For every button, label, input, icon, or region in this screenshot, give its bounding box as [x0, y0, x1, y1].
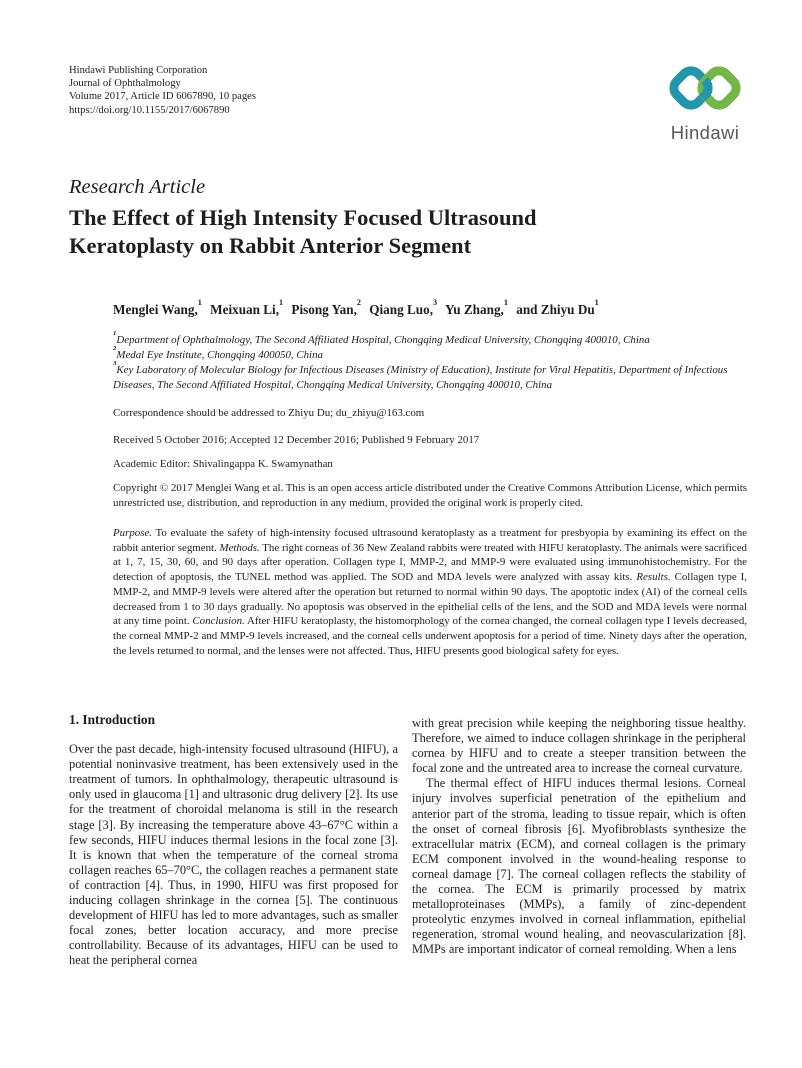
logo-wordmark: Hindawi	[670, 122, 740, 143]
intro-paragraph-1: Over the past decade, high-intensity focused ultrasound (HIFU), a potential noninvasive treatment, has been extensively used in the treatment of tumors. In ophthalmology, therapeutic ultrasound is only used in glaucoma [1] and ultrasonic drug delivery [2]. Its use for the treatment of choroidal melanoma is still in the research stage [3]. By increasing the temperature above 43–67°C within a few seconds, HIFU induces thermal lesions in the focal zone [3]. It is known that when the temperature of the corneal stroma collagen reaches 65–70°C, the collagen reaches a permanent state of contraction [4]. Thus, in 1990, HIFU was first proposed for inducing collagen shrinkage in the cornea [5]. The continuous development of HIFU has led to more advantages, such as smaller focal zones, better location accuracy, and more precise controllability. Because of its advantages, HIFU can be used to heat the peripheral cornea	[69, 742, 398, 968]
affiliations	[113, 330, 749, 393]
abstract-text: Collagen type I, MMP-2, and MMP-9 levels were altered after the operation but returned to normal within 90 days. The apoptotic index (AI) of the corneal cells decreased from 1 to 30 days gradually. No apoptosis was observed in the epithelial cells of the lens, and the SOD and MDA levels were normal at any time point.	[113, 571, 748, 628]
history-line: Received 5 October 2016; Accepted 12 December 2016; Published 9 February 2017	[113, 434, 480, 446]
volume-line: Volume 2017, Article ID 6067890, 10 pages	[69, 91, 256, 103]
hindawi-logo-icon	[663, 60, 747, 116]
doi-link: https://doi.org/10.1155/2017/6067890	[69, 104, 230, 116]
abstract-text: To evaluate the safety of high-intensity focused ultrasound keratoplasty as a treatment for presbyopia by examining its effect on the rabbit anterior segment.	[113, 527, 747, 554]
publisher-header	[69, 64, 256, 117]
editor-line: Academic Editor: Shivalingappa K. Swamynathan	[113, 458, 333, 470]
author: Meixuan Li,$^1$	[210, 297, 284, 317]
abstract-label: Results.	[636, 571, 671, 584]
author: Qiang Luo,$^3$	[369, 297, 438, 317]
copyright-notice: Copyright © 2017 Menglei Wang et al. This is an open access article distributed under the Creative Commons Attribution License, which permits unrestricted use, distribution, and reproduction in any medium, provided the original work is properly cited.	[113, 482, 747, 509]
intro-paragraph-2: The thermal effect of HIFU induces thermal lesions. Corneal injury involves superficial penetration of the epithelium and anterior part of the stroma, leading to tissue repair, which is often the onset of corneal fibrosis [6]. Myofibroblasts synthesize the extracellular matrix (ECM), and corneal collagen is the primary ECM component involved in the wound-healing response to corneal damage [7]. The corneal collagen reflects the stability of the cornea. The ECM is primarily processed by matrix metalloproteinases (MMPs), a family of zinc-dependent proteolytic enzymes involved in corneal inflammation, epithelial regeneration, stromal wound healing, and neovascularization [8]. MMPs are important indicator of corneal remolding. When a lens	[412, 776, 746, 957]
abstract-label: Methods.	[219, 541, 260, 554]
article-title: The Effect of High Intensity Focused Ultrasound Keratoplasty on Rabbit Anterior Segment	[69, 205, 537, 258]
correspondence-line: Correspondence should be addressed to Zhiyu Du; du_zhiyu@163.com	[113, 407, 425, 419]
body-column-right	[412, 716, 746, 958]
authors-line	[113, 297, 604, 318]
affiliation: $^1$Department of Ophthalmology, The Second Affiliated Hospital, Chongqing Medical University, Chongqing 400010, China	[113, 330, 650, 346]
hindawi-logo	[661, 60, 749, 144]
author: Pisong Yan,$^2$	[291, 297, 361, 317]
abstract-text: The right corneas of 36 New Zealand rabbits were treated with HIFU keratoplasty. The animals were sacrificed at 1, 7, 15, 30, 60, and 90 days after operation. Collagen type I, MMP-2, and MMP-9 were evaluated using immunohistochemistry. For the detection of apoptosis, the TUNEL method was applied. The SOD and MDA levels were analyzed with assay kits.	[113, 541, 747, 584]
publisher-name: Hindawi Publishing Corporation	[69, 65, 208, 76]
section-heading-introduction: 1. Introduction	[69, 712, 156, 727]
article-kind-label: Research Article	[69, 176, 206, 198]
affiliation: $^3$Key Laboratory of Molecular Biology for Infectious Diseases (Ministry of Education), Institute for Viral Hepatitis, Department of Infectious Diseases, The Second Affiliated Hospital, Chongqing Medical University, Chongqing 400010, China	[113, 359, 728, 391]
author: and Zhiyu Du$^1$	[516, 297, 599, 317]
journal-name: Journal of Ophthalmology	[69, 78, 181, 90]
body-column-left	[69, 712, 398, 969]
author: Yu Zhang,$^1$	[444, 297, 508, 317]
affiliation: $^2$Medal Eye Institute, Chongqing 400050, China	[113, 344, 323, 361]
abstract-label: Conclusion.	[192, 615, 245, 628]
abstract	[113, 526, 747, 658]
abstract-label: Purpose.	[113, 527, 153, 539]
abstract-text: After HIFU keratoplasty, the histomorphology of the cornea changed, the corneal collagen type I levels decreased, the corneal MMP-2 and MMP-9 levels increased, and the corneal cells underwent apoptosis for a period of time. Ninety days after the operation, the levels returned to normal, and the lenses were not affected. Thus, HIFU presents good biological safety for eyes.	[113, 615, 747, 657]
intro-paragraph-1-continued: with great precision while keeping the neighboring tissue healthy. Therefore, we aimed to induce collagen shrinkage in the peripheral cornea by HIFU and to create a steeper transition between the focal zone and the untreated area to increase the corneal curvature.	[412, 716, 746, 776]
author: Menglei Wang,$^1$	[113, 297, 202, 317]
